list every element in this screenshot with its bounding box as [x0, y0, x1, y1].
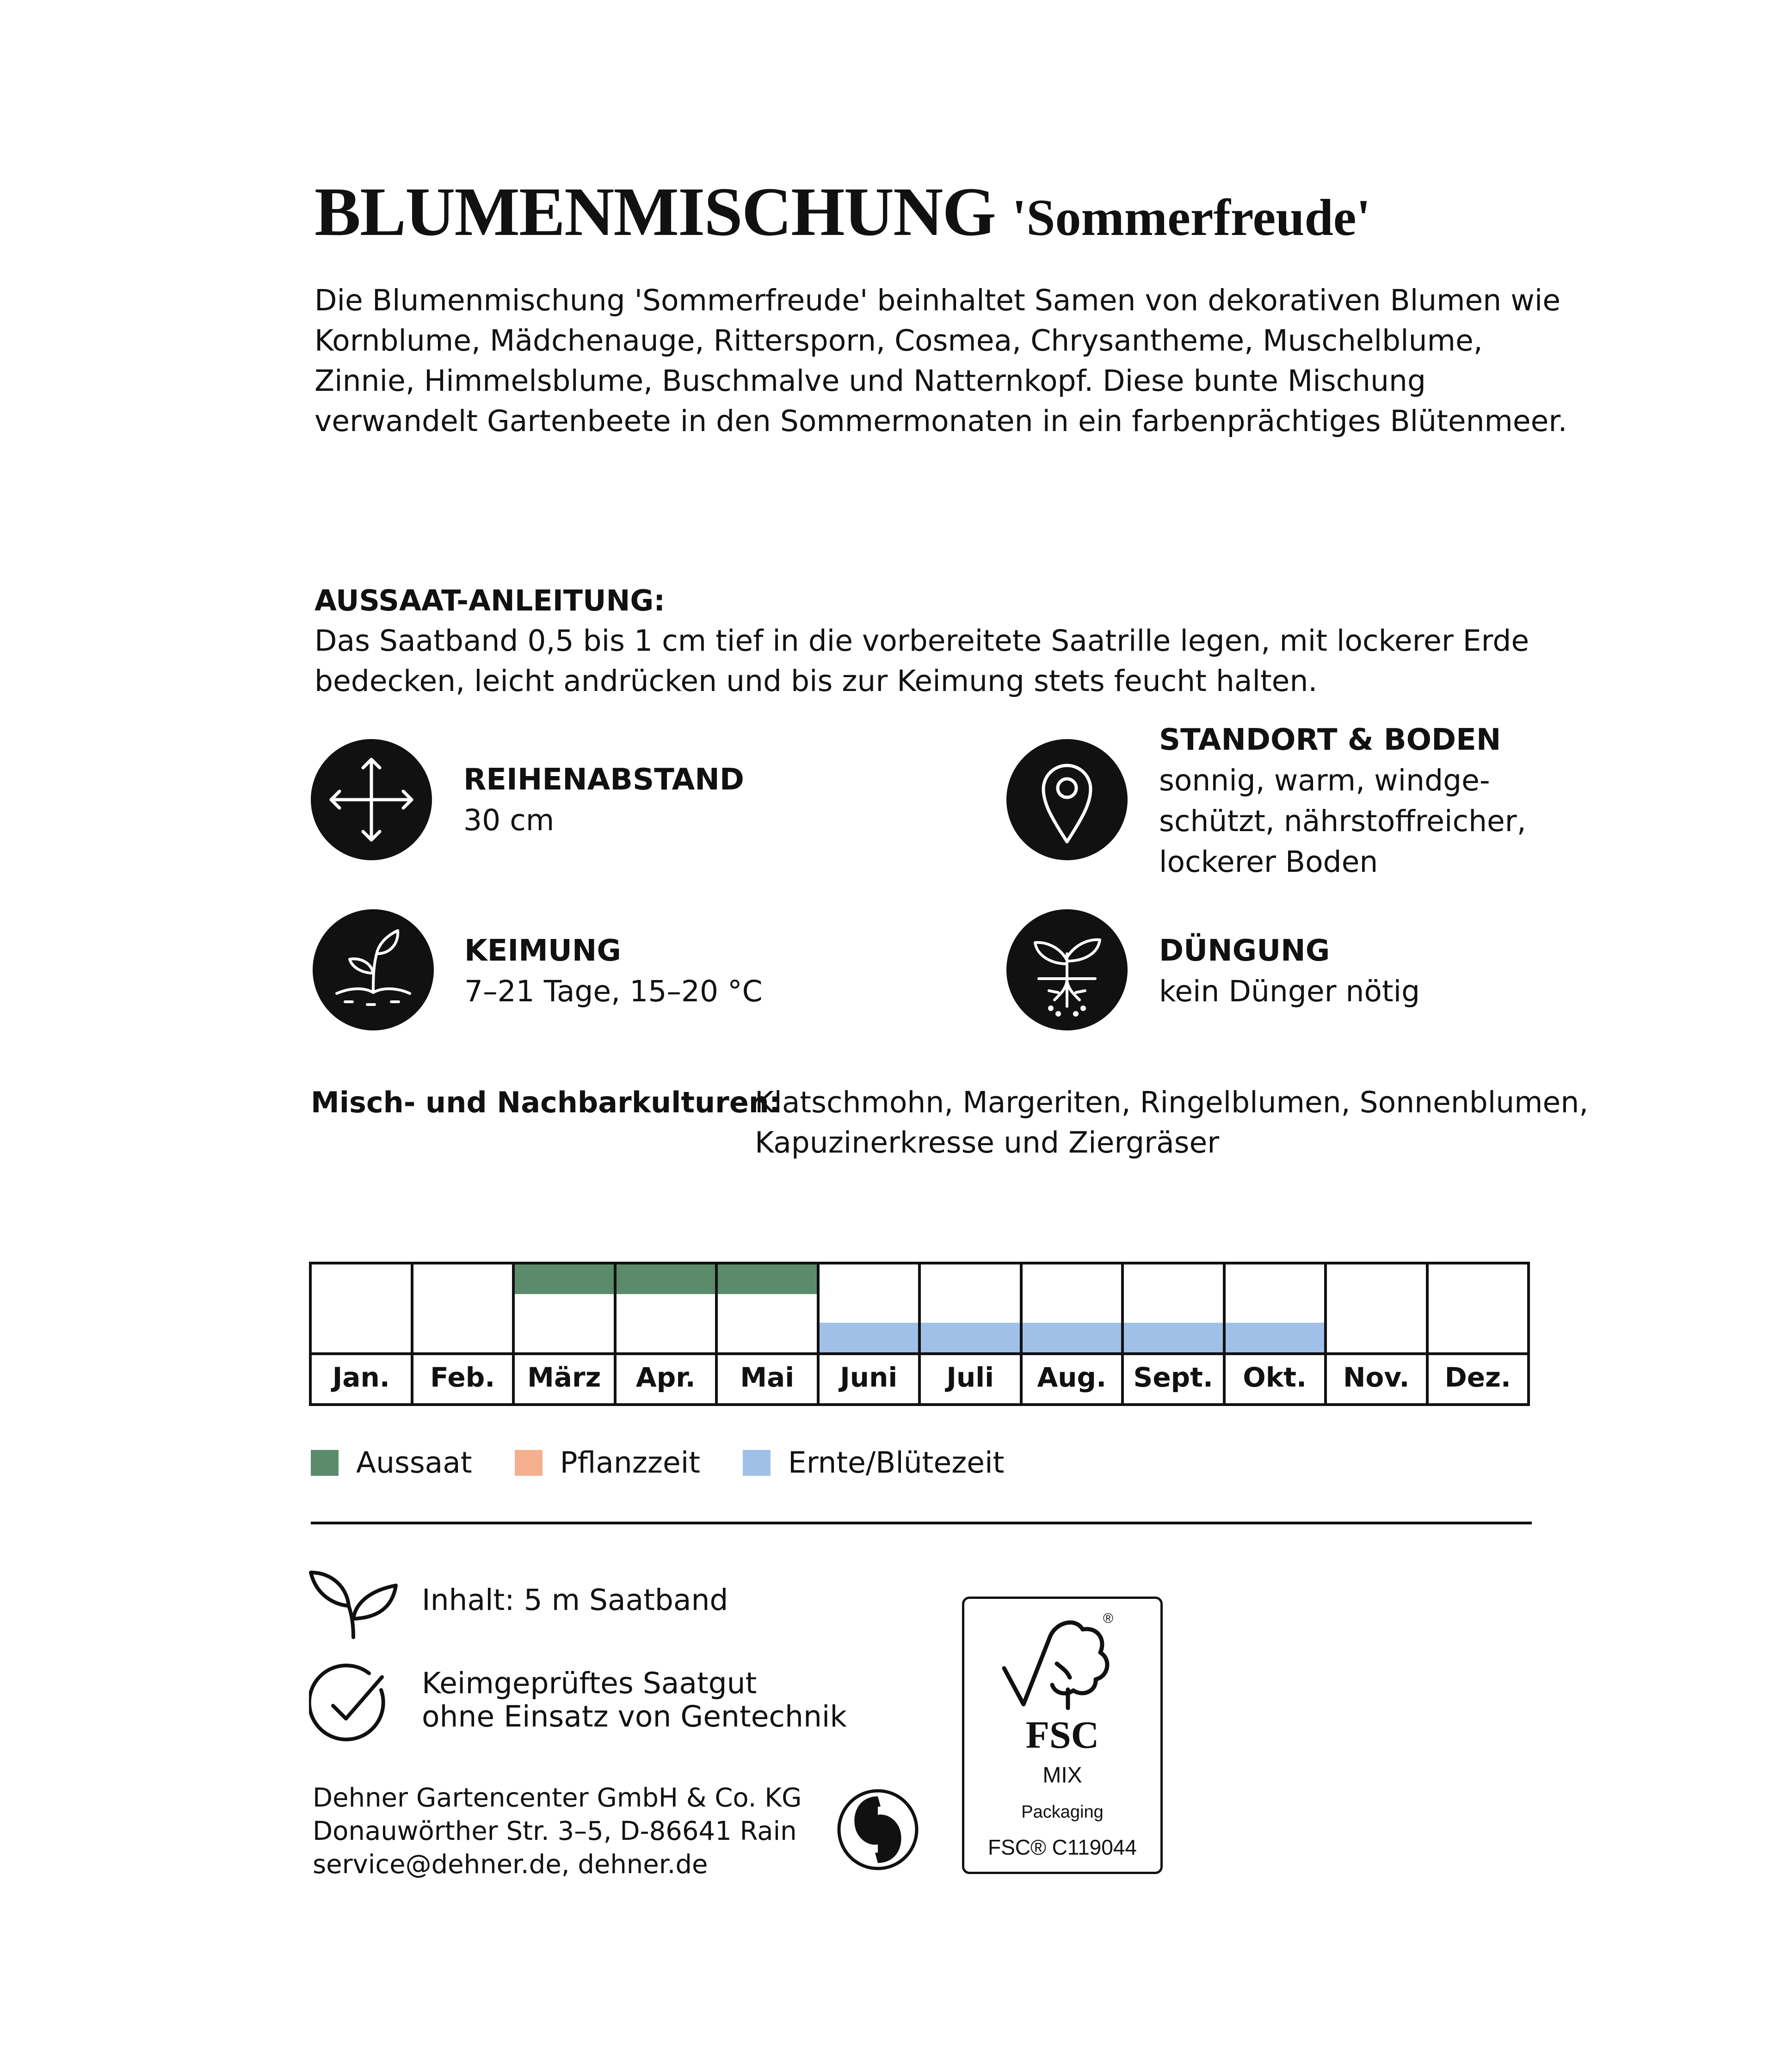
legend-label-sow: Aussaat	[356, 1446, 472, 1480]
calendar-bar-bloom	[1124, 1323, 1223, 1352]
quality-line-1: Keimgeprüftes Saatgut	[422, 1666, 757, 1700]
calendar-label-divider	[312, 1352, 1527, 1355]
content-amount: Inhalt: 5 m Saatband	[422, 1583, 728, 1617]
calendar-month	[921, 1264, 1023, 1403]
fsc-packaging: Packaging	[1021, 1802, 1104, 1822]
calendar-month-label: Feb.	[430, 1362, 495, 1393]
legend-item-sow	[311, 1446, 472, 1480]
calendar-month-label: Dez.	[1444, 1362, 1511, 1393]
calendar-bar-sow	[718, 1264, 817, 1294]
calendar-month	[515, 1264, 617, 1403]
address-company: Dehner Gartencenter GmbH & Co. KG	[313, 1783, 802, 1813]
fsc-mix: MIX	[1042, 1763, 1082, 1788]
check-circle-icon	[309, 1663, 392, 1746]
germination-title: KEIMUNG	[464, 934, 621, 968]
calendar-month-label: Mai	[740, 1362, 795, 1393]
calendar-month	[1226, 1264, 1327, 1403]
plant-roots-icon	[1006, 909, 1128, 1030]
sowing-heading: AUSSAAT-ANLEITUNG:	[314, 584, 666, 617]
companion-plants: Klatschmohn, Margeriten, Ringelblumen, Sonnenblumen, Kapuzinerkresse und Ziergräser	[755, 1085, 1589, 1159]
calendar-columns	[312, 1264, 1527, 1403]
calendar-month-label: Nov.	[1343, 1362, 1410, 1393]
calendar-month	[312, 1264, 413, 1403]
leaves-icon	[307, 1563, 400, 1642]
calendar-bar-bloom	[1023, 1323, 1122, 1352]
location-title: STANDORT & BODEN	[1159, 723, 1501, 757]
calendar-bar-sow	[617, 1264, 715, 1294]
calendar-bar-bloom	[820, 1323, 919, 1352]
title-main: BLUMENMISCHUNG	[314, 173, 996, 250]
quality-line-2: ohne Einsatz von Gentechnik	[422, 1700, 847, 1733]
calendar-month-label: Jan.	[332, 1362, 390, 1393]
row-spacing-title: REIHENABSTAND	[463, 763, 744, 797]
calendar-month	[1124, 1264, 1226, 1403]
seedling-icon	[313, 909, 434, 1030]
fsc-label	[962, 1597, 1163, 1874]
fsc-logo-text: FSC	[1025, 1714, 1099, 1757]
legend-label-plant: Pflanzzeit	[560, 1446, 700, 1480]
arrows-cross-icon	[311, 739, 432, 860]
green-dot-icon	[836, 1788, 919, 1871]
calendar-month-label: Juni	[840, 1362, 898, 1393]
calendar-month	[1023, 1264, 1124, 1403]
product-description: Die Blumenmischung 'Sommerfreude' beinhaltet Samen von dekorativen Blumen wie Kornblume, Mädchenauge, Rittersporn, Cosmea, Chrysantheme, Muschelblume, Zinnie, Himmelsblume, Buschmalve und Natternkopf. Diese bunte Mischung verwandelt Gartenbeete in den Sommermonaten in ein farbenprächtiges Blütenmeer.	[314, 284, 1567, 438]
legend-swatch-sow	[311, 1450, 339, 1476]
companion-label: Misch- und Nachbarkulturen:	[311, 1085, 781, 1119]
legend-item-plant	[515, 1446, 700, 1480]
calendar-month	[820, 1264, 921, 1403]
calendar-bar-bloom	[921, 1323, 1020, 1352]
fertilizing-title: DÜNGUNG	[1159, 934, 1330, 968]
calendar-month-label: Apr.	[635, 1362, 696, 1393]
sowing-instructions: Das Saatband 0,5 bis 1 cm tief in die vorbereitete Saatrille legen, mit lockerer Erde bedecken, leicht andrücken und bis zur Keimung stets feucht halten.	[314, 624, 1529, 698]
legend-swatch-bloom	[743, 1450, 771, 1476]
calendar-month-label: Okt.	[1243, 1362, 1307, 1393]
address-contact: service@dehner.de, dehner.de	[313, 1850, 708, 1880]
section-divider	[311, 1522, 1532, 1524]
calendar-month	[1327, 1264, 1429, 1403]
calendar-month	[413, 1264, 515, 1403]
sowing-calendar	[309, 1262, 1530, 1406]
calendar-month-label: Sept.	[1133, 1362, 1213, 1393]
calendar-month	[718, 1264, 820, 1403]
company-address	[313, 1782, 802, 1881]
calendar-bar-bloom	[1226, 1323, 1325, 1352]
fsc-tree-check-icon	[964, 1599, 1160, 1761]
location-value: sonnig, warm, windge- schützt, nährstoffreicher, lockerer Boden	[1159, 764, 1526, 879]
calendar-bar-sow	[515, 1264, 614, 1294]
legend-swatch-plant	[515, 1450, 543, 1476]
fsc-license-code: FSC® C119044	[988, 1835, 1137, 1859]
calendar-month-label: Aug.	[1037, 1362, 1107, 1393]
title-variety: 'Sommerfreude'	[1012, 189, 1371, 247]
product-title	[314, 172, 1371, 252]
legend-label-bloom: Ernte/Blütezeit	[788, 1446, 1005, 1480]
fsc-registered-mark: ®	[1103, 1611, 1114, 1626]
address-street: Donauwörther Str. 3–5, D-86641 Rain	[313, 1816, 797, 1846]
legend-item-bloom	[743, 1446, 1004, 1480]
calendar-month-label: März	[527, 1362, 601, 1393]
calendar-month	[617, 1264, 718, 1403]
location-pin-icon	[1006, 739, 1128, 860]
calendar-month-label: Juli	[946, 1362, 994, 1393]
calendar-month	[1429, 1264, 1528, 1403]
fertilizing-value: kein Dünger nötig	[1159, 974, 1420, 1008]
row-spacing-value: 30 cm	[463, 803, 555, 837]
germination-value: 7–21 Tage, 15–20 °C	[464, 974, 763, 1008]
calendar-legend	[311, 1446, 1047, 1480]
